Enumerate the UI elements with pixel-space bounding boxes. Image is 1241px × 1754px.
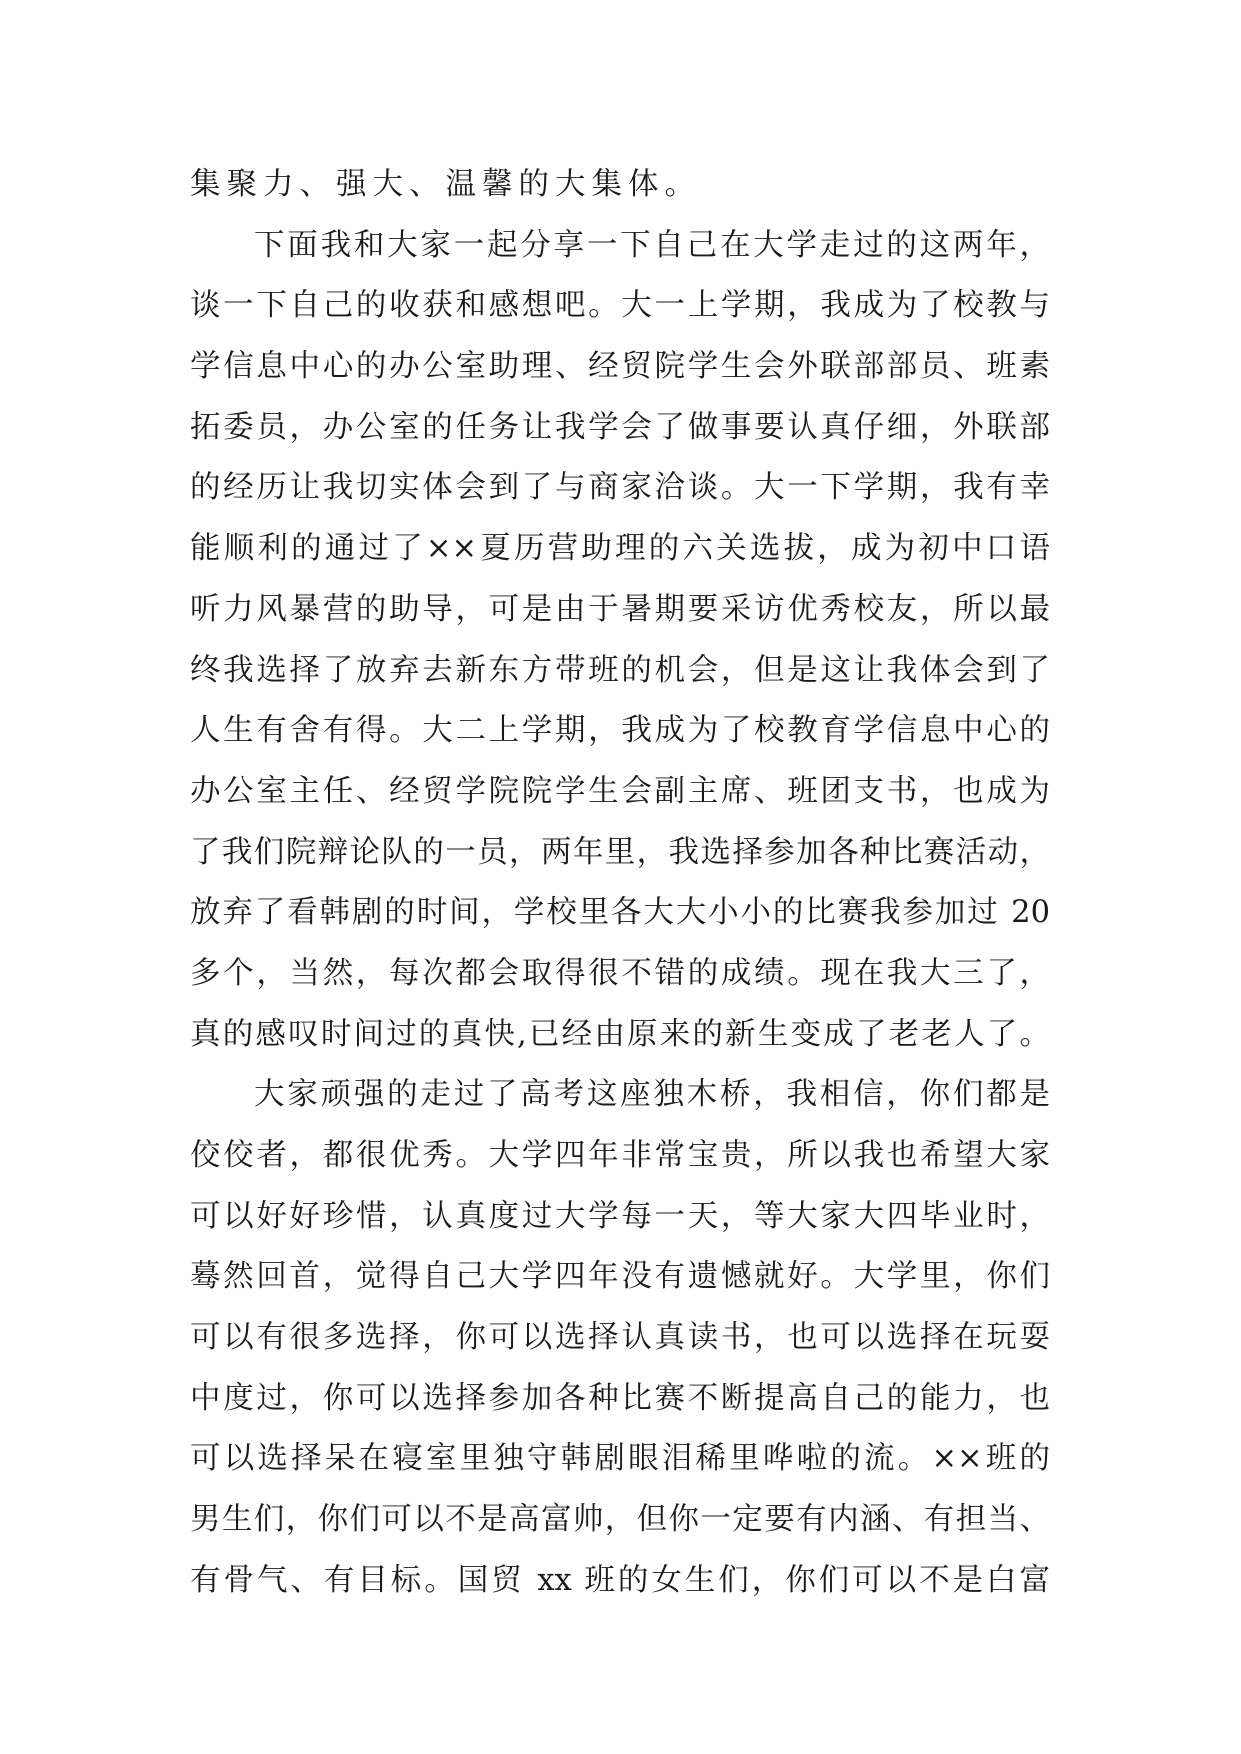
text-line: 中度过，你可以选择参加各种比赛不断提高自己的能力，也 — [190, 1380, 1050, 1416]
text-line: 学信息中心的办公室助理、经贸院学生会外联部部员、班素 — [190, 349, 1050, 385]
text-line: 蓦然回首，觉得自己大学四年没有遗憾就好。大学里，你们 — [190, 1259, 1050, 1295]
text-line: 了我们院辩论队的一员，两年里，我选择参加各种比赛活动， — [190, 834, 1050, 870]
text-line: 听力风暴营的助导，可是由于暑期要采访优秀校友，所以最 — [190, 591, 1050, 627]
text-line: 可以有很多选择，你可以选择认真读书，也可以选择在玩耍 — [190, 1320, 1050, 1356]
text-line: 可以选择呆在寝室里独守韩剧眼泪稀里哗啦的流。××班的 — [190, 1441, 1050, 1477]
text-line: 能顺利的通过了××夏历营助理的六关选拔，成为初中口语 — [190, 531, 1050, 567]
text-line: 终我选择了放弃去新东方带班的机会，但是这让我体会到了 — [190, 652, 1050, 688]
text-line: 的经历让我切实体会到了与商家洽谈。大一下学期，我有幸 — [190, 470, 1050, 506]
text-line: 拓委员，办公室的任务让我学会了做事要认真仔细，外联部 — [190, 409, 1050, 445]
text-line: 男生们，你们可以不是高富帅，但你一定要有内涵、有担当、 — [190, 1502, 1050, 1538]
text-line: 有骨气、有目标。国贸 xx 班的女生们，你们可以不是白富 — [190, 1562, 1050, 1598]
text-line: 真的感叹时间过的真快,已经由原来的新生变成了老老人了。 — [190, 1016, 1050, 1052]
text-line: 人生有舍有得。大二上学期，我成为了校教育学信息中心的 — [190, 713, 1050, 749]
text-line: 多个，当然，每次都会取得很不错的成绩。现在我大三了， — [190, 955, 1050, 991]
text-line: 下面我和大家一起分享一下自己在大学走过的这两年， — [254, 227, 1050, 263]
text-line: 办公室主任、经贸学院院学生会副主席、班团支书，也成为 — [190, 773, 1050, 809]
text-line: 放弃了看韩剧的时间，学校里各大大小小的比赛我参加过 20 — [190, 895, 1050, 931]
text-line: 可以好好珍惜，认真度过大学每一天，等大家大四毕业时， — [190, 1198, 1050, 1234]
text-line: 集聚力、强大、温馨的大集体。 — [190, 167, 701, 202]
text-line: 大家顽强的走过了高考这座独木桥，我相信，你们都是 — [254, 1077, 1050, 1113]
text-line: 佼佼者，都很优秀。大学四年非常宝贵，所以我也希望大家 — [190, 1138, 1050, 1173]
body-text — [190, 155, 1050, 1612]
text-line: 谈一下自己的收获和感想吧。大一上学期，我成为了校教与 — [190, 288, 1050, 324]
